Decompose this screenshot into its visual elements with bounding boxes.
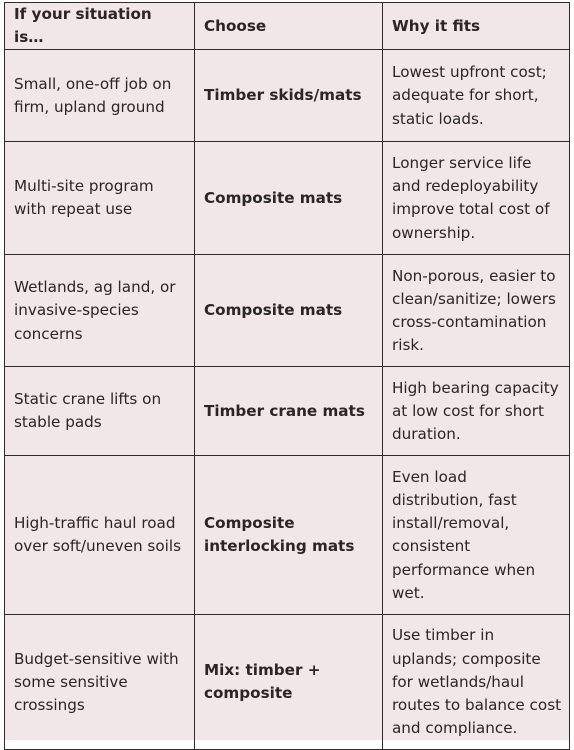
situation-cell: High-traffic haul road over soft/uneven soils bbox=[5, 456, 195, 615]
choice-cell: Timber crane mats bbox=[195, 367, 383, 456]
table-row bbox=[5, 615, 570, 750]
choice-cell: Mix: timber + composite bbox=[195, 615, 383, 750]
mat-selection-table bbox=[4, 2, 570, 750]
situation-cell: Multi-site program with repeat use bbox=[5, 142, 195, 255]
column-header-situation: If your situation is… bbox=[5, 3, 195, 50]
choice-cell: Composite mats bbox=[195, 142, 383, 255]
column-header-choose: Choose bbox=[195, 3, 383, 50]
mat-selection-table-container bbox=[4, 2, 569, 740]
situation-cell: Budget-sensitive with some sensitive crossings bbox=[5, 615, 195, 750]
situation-cell: Wetlands, ag land, or invasive-species concerns bbox=[5, 255, 195, 367]
choice-cell: Composite interlocking mats bbox=[195, 456, 383, 615]
choice-cell: Composite mats bbox=[195, 255, 383, 367]
column-header-why: Why it fits bbox=[383, 3, 570, 50]
table-row bbox=[5, 367, 570, 456]
why-cell: Lowest upfront cost; adequate for short, static loads. bbox=[383, 50, 570, 142]
situation-cell: Static crane lifts on stable pads bbox=[5, 367, 195, 456]
table-row bbox=[5, 456, 570, 615]
table-header-row bbox=[5, 3, 570, 50]
table-row bbox=[5, 50, 570, 142]
why-cell: High bearing capacity at low cost for short duration. bbox=[383, 367, 570, 456]
table-row bbox=[5, 255, 570, 367]
why-cell: Non-porous, easier to clean/sanitize; lowers cross-contamination risk. bbox=[383, 255, 570, 367]
why-cell: Use timber in uplands; composite for wetlands/haul routes to balance cost and compliance. bbox=[383, 615, 570, 750]
why-cell: Longer service life and redeployability improve total cost of ownership. bbox=[383, 142, 570, 255]
why-cell: Even load distribution, fast install/removal, consistent performance when wet. bbox=[383, 456, 570, 615]
table-row bbox=[5, 142, 570, 255]
situation-cell: Small, one-off job on firm, upland ground bbox=[5, 50, 195, 142]
choice-cell: Timber skids/mats bbox=[195, 50, 383, 142]
